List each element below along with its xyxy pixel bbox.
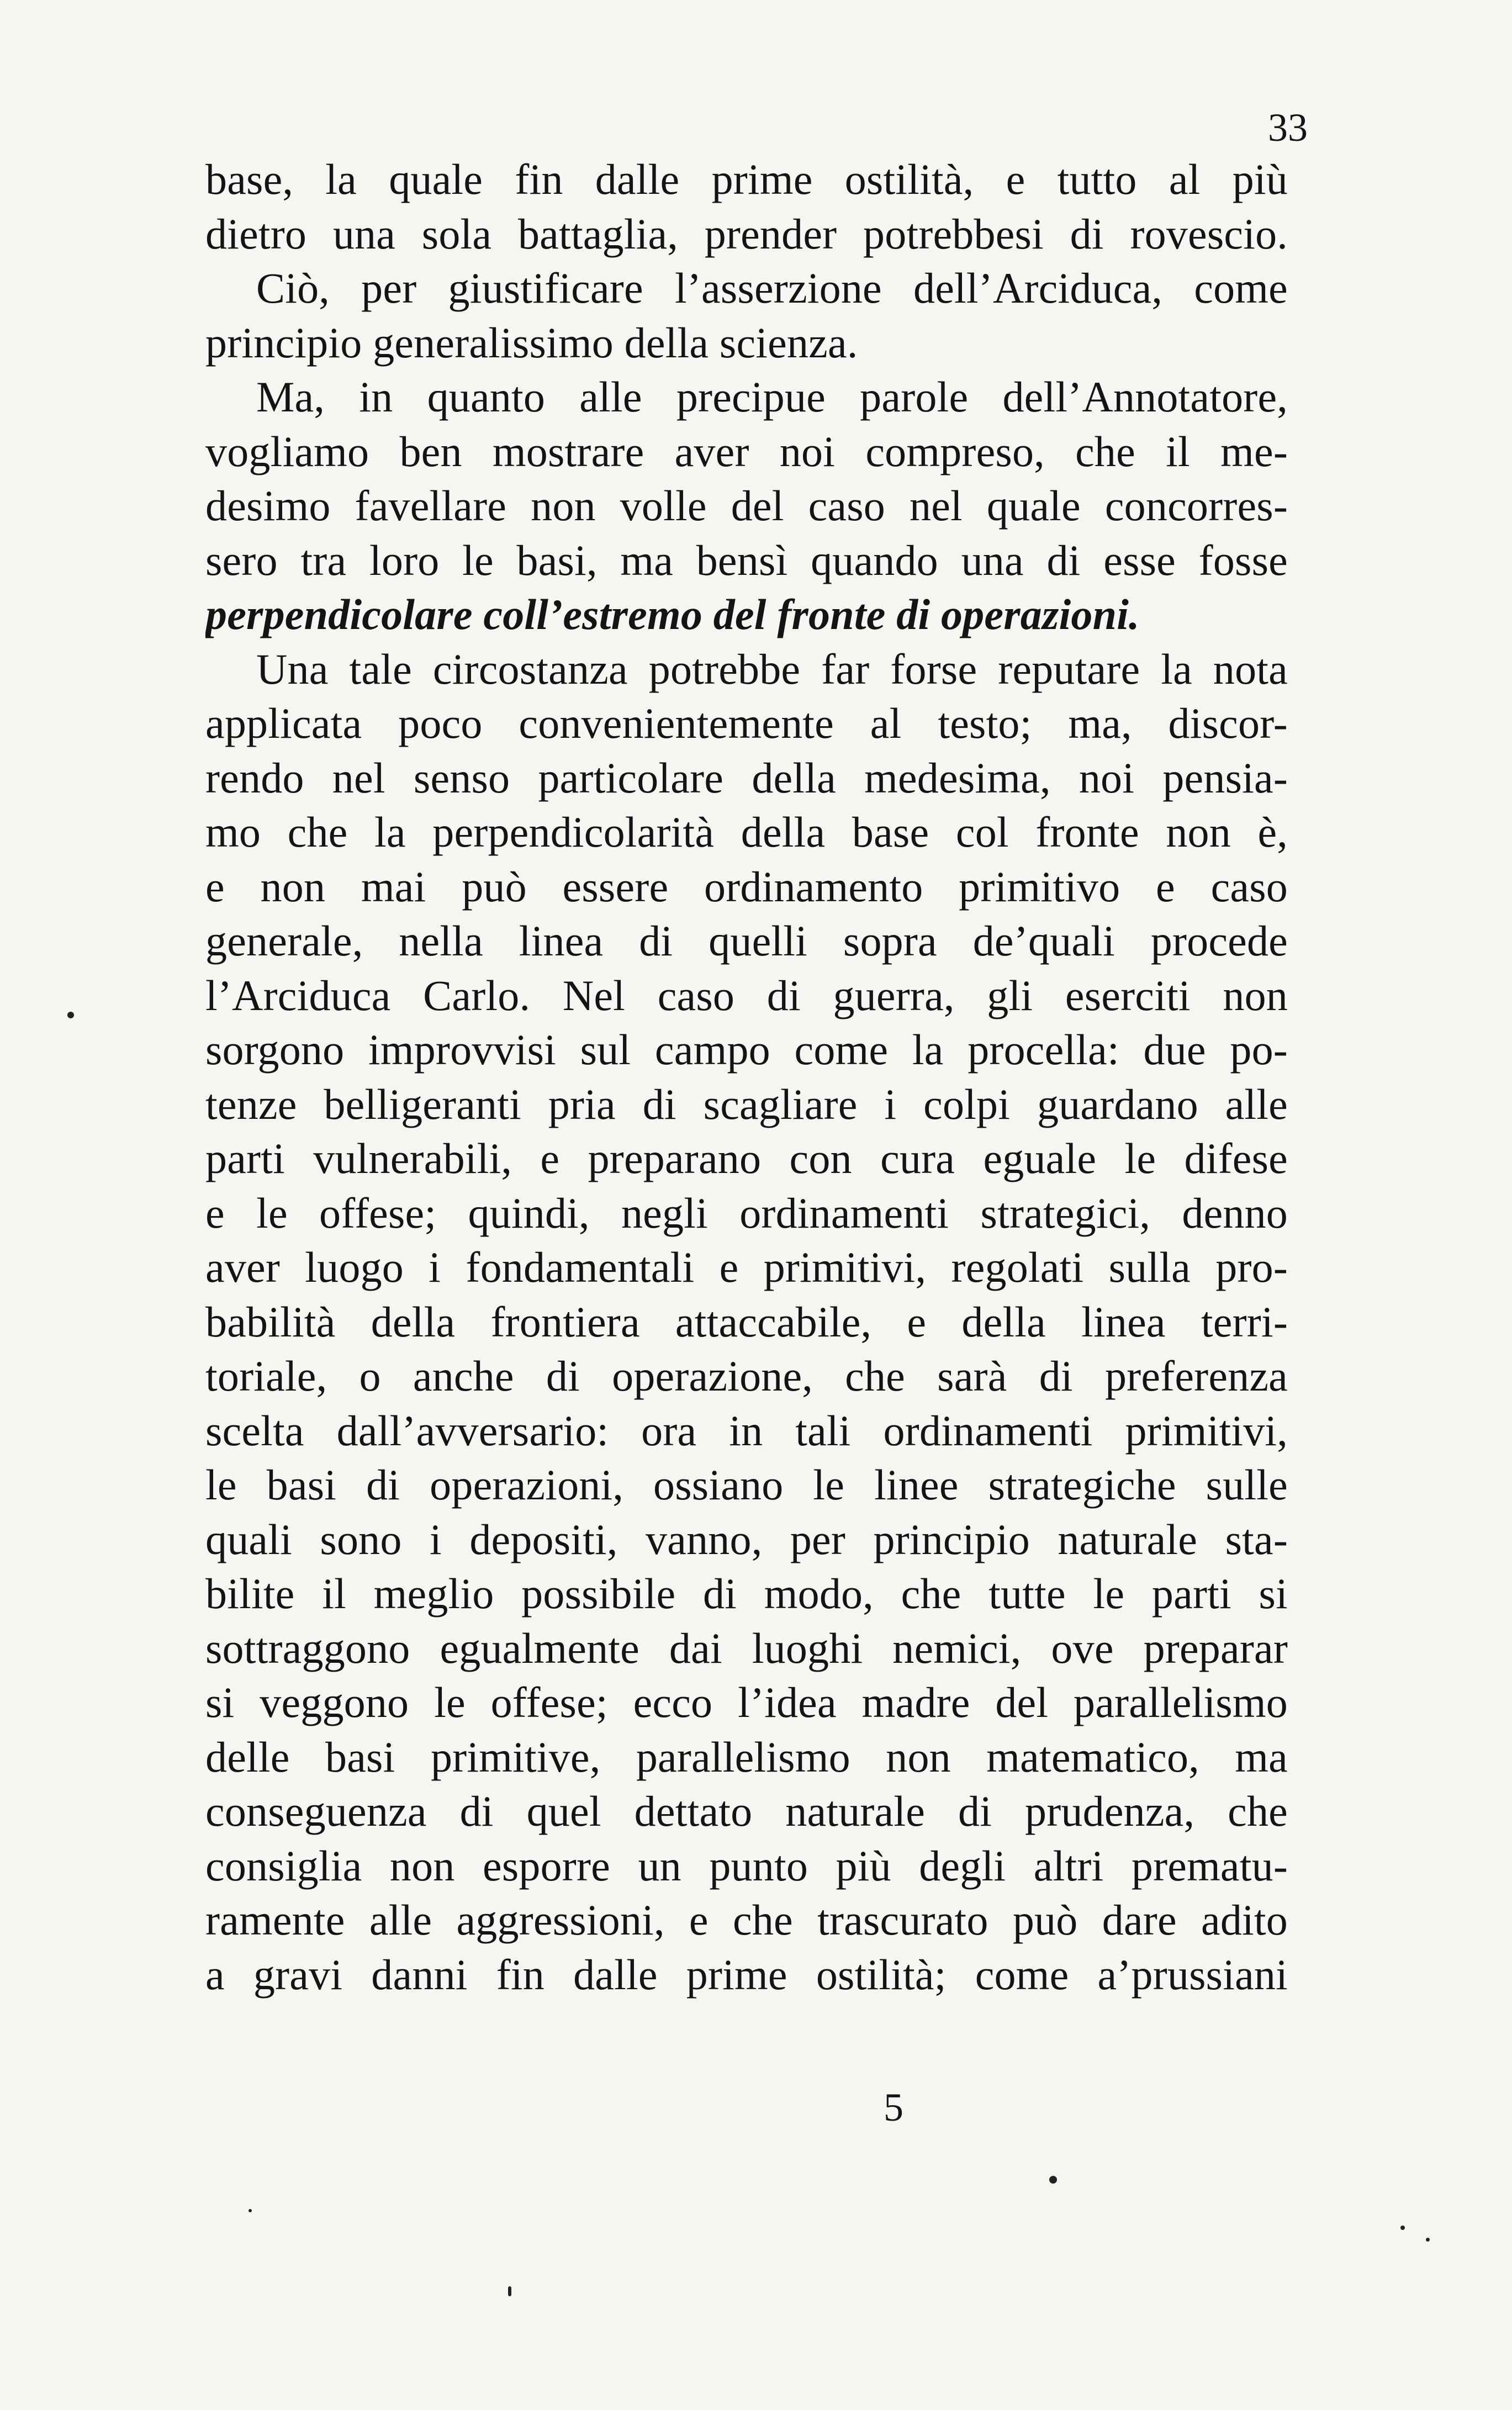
text-line: conseguenza di quel dettato naturale di prudenza, che: [205, 1787, 1288, 1835]
scan-speck: [67, 1012, 74, 1018]
body-text: [205, 152, 1288, 2002]
text-line: ramente alle aggressioni, e che trascurato può dare adito: [205, 1896, 1288, 1944]
text-line: aver luogo i fondamentali e primitivi, regolati sulla pro-: [205, 1243, 1288, 1291]
text-line: desimo favellare non volle del caso nel quale concorres-: [205, 482, 1288, 530]
text-line: babilità della frontiera attaccabile, e della linea terri-: [205, 1297, 1288, 1346]
text-line: quali sono i depositi, vanno, per principio naturale sta-: [205, 1515, 1288, 1563]
signature-mark: 5: [884, 2085, 903, 2129]
text-line: base, la quale fin dalle prime ostilità, e tutto al più: [205, 155, 1288, 203]
text-line: dietro una sola battaglia, prender potrebbesi di rovescio.: [205, 209, 1288, 258]
text-line: scelta dall’avversario: ora in tali ordinamenti primitivi,: [205, 1406, 1288, 1455]
scan-speck: [508, 2286, 511, 2296]
text-line: si veggono le offese; ecco l’idea madre del parallelismo: [205, 1678, 1288, 1726]
text-line: sero tra loro le basi, ma bensì quando una di esse fosse: [205, 536, 1288, 584]
scan-speck: [1049, 2176, 1057, 2184]
text-line: l’Arciduca Carlo. Nel caso di guerra, gli eserciti non: [205, 971, 1288, 1019]
text-line: e non mai può essere ordinamento primitivo e caso: [205, 862, 1288, 911]
text-line: e le offese; quindi, negli ordinamenti strategici, denno: [205, 1188, 1288, 1237]
text-line: mo che la perpendicolarità della base col fronte non è,: [205, 808, 1288, 856]
text-line: applicata poco convenientemente al testo; ma, discor-: [205, 699, 1288, 747]
text-line: sorgono improvvisi sul campo come la procella: due po-: [205, 1026, 1288, 1074]
scan-speck: [1400, 2226, 1405, 2230]
text-line: delle basi primitive, parallelismo non matematico, ma: [205, 1732, 1288, 1781]
text-line: toriale, o anche di operazione, che sarà di preferenza: [205, 1352, 1288, 1400]
text-line: perpendicolare coll’estremo del fronte di operazioni.: [205, 590, 1140, 638]
text-line: sottraggono egualmente dai luoghi nemici, ove preparar: [205, 1624, 1288, 1672]
text-line: le basi di operazioni, ossiano le linee strategiche sulle: [205, 1461, 1288, 1509]
scan-speck: [1426, 2238, 1430, 2242]
text-line: parti vulnerabili, e preparano con cura eguale le difese: [205, 1134, 1288, 1182]
scan-speck: [249, 2209, 252, 2212]
text-line: generale, nella linea di quelli sopra de’quali procede: [205, 917, 1288, 965]
text-line: Ma, in quanto alle precipue parole dell’Annotatore,: [256, 373, 1288, 421]
text-line: a gravi danni fin dalle prime ostilità; come a’prussiani: [205, 1950, 1288, 1999]
text-line: consiglia non esporre un punto più degli altri prematu-: [205, 1841, 1288, 1890]
text-line: principio generalissimo della scienza.: [205, 318, 858, 367]
page-number: 33: [1268, 105, 1308, 150]
text-line: tenze belligeranti pria di scagliare i colpi guardano alle: [205, 1080, 1288, 1128]
text-line: vogliamo ben mostrare aver noi compreso, che il me-: [205, 427, 1288, 475]
text-line: Ciò, per giustificare l’asserzione dell’Arciduca, come: [256, 264, 1288, 312]
text-line: Una tale circostanza potrebbe far forse reputare la nota: [256, 644, 1288, 693]
text-line: bilite il meglio possibile di modo, che tutte le parti si: [205, 1569, 1288, 1618]
text-line: rendo nel senso particolare della medesima, noi pensia-: [205, 753, 1288, 802]
